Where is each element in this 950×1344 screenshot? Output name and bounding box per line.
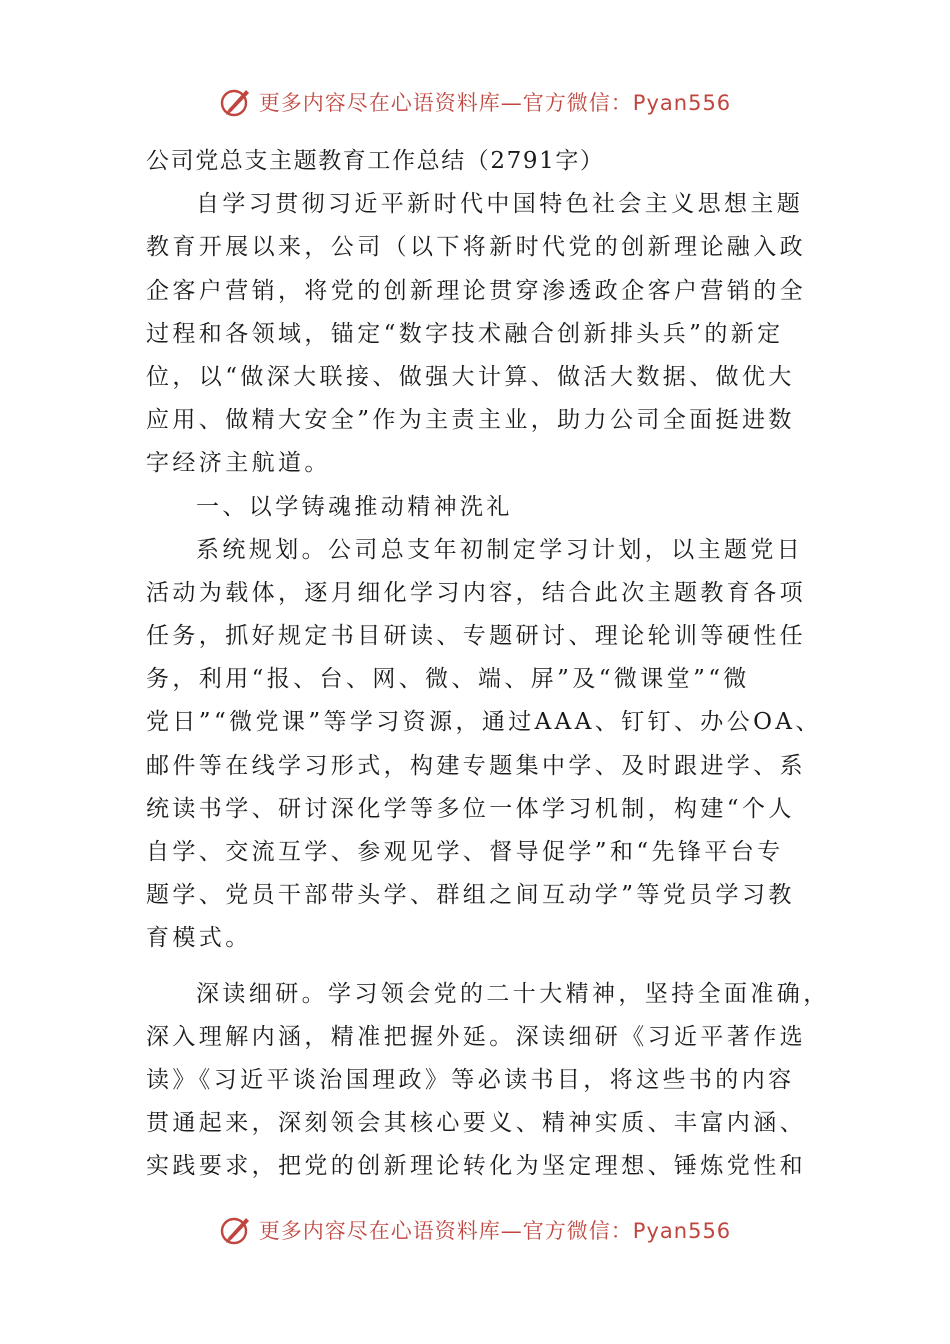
paragraph-line: 深入理解内涵，精准把握外延。深读细研《习近平著作选 xyxy=(146,1023,806,1050)
paragraph-line: 教育开展以来，公司（以下将新时代党的创新理论融入政 xyxy=(146,234,806,261)
watermark-text: 更多内容尽在心语资料库—官方微信：Pyan556 xyxy=(258,1219,732,1243)
paragraph-line: 实践要求，把党的创新理论转化为坚定理想、锤炼党性和 xyxy=(146,1153,806,1180)
paragraph-line: 深读细研。学习领会党的二十大精神，坚持全面准确， xyxy=(196,980,830,1007)
paragraph-line: 读》《习近平谈治国理政》等必读书目，将这些书的内容 xyxy=(146,1066,795,1093)
section-heading: 一、以学铸魂推动精神洗礼 xyxy=(196,493,513,520)
paragraph-line: 过程和各领域，锚定“数字技术融合创新排头兵”的新定 xyxy=(146,320,784,347)
paragraph-line: 位，以“做深大联接、做强大计算、做活大数据、做优大 xyxy=(146,363,795,390)
paragraph-line: 应用、做精大安全”作为主责主业，助力公司全面挺进数 xyxy=(146,407,795,434)
paragraph-line: 系统规划。公司总支年初制定学习计划，以主题党日 xyxy=(196,536,804,563)
header-watermark xyxy=(0,82,950,122)
paragraph-line: 题学、党员干部带头学、群组之间互动学”等党员学习教 xyxy=(146,882,795,909)
pen-circle-logo-icon xyxy=(219,1213,253,1247)
paragraph-line: 党日”“微党课”等学习资源，通过AAA、钉钉、办公OA、 xyxy=(146,709,822,736)
paragraph-line: 务，利用“报、台、网、微、端、屏”及“微课堂”“微 xyxy=(146,666,750,693)
paragraph-gap xyxy=(146,961,810,973)
pen-circle-logo-icon xyxy=(219,85,253,119)
paragraph-line: 邮件等在线学习形式，构建专题集中学、及时跟进学、系 xyxy=(146,752,806,779)
footer-watermark xyxy=(0,1210,950,1250)
paragraph-line: 自学、交流互学、参观见学、督导促学”和“先锋平台专 xyxy=(146,839,784,865)
paragraph-line: 育模式。 xyxy=(146,925,252,952)
paragraph-line: 统读书学、研讨深化学等多位一体学习机制，构建“个人 xyxy=(146,795,795,822)
document-title: 公司党总支主题教育工作总结（2791字） xyxy=(146,148,605,174)
paragraph-line: 贯通起来，深刻领会其核心要义、精神实质、丰富内涵、 xyxy=(146,1110,806,1137)
paragraph-line: 字经济主航道。 xyxy=(146,450,331,477)
paragraph-line: 企客户营销，将党的创新理论贯穿渗透政企客户营销的全 xyxy=(146,277,806,304)
paragraph-line: 活动为载体，逐月细化学习内容，结合此次主题教育各项 xyxy=(146,579,806,606)
paragraph-line: 任务，抓好规定书目研读、专题研讨、理论轮训等硬性任 xyxy=(146,623,806,650)
document-body xyxy=(146,140,830,1189)
paragraph-line: 自学习贯彻习近平新时代中国特色社会主义思想主题 xyxy=(196,191,804,218)
watermark-text: 更多内容尽在心语资料库—官方微信：Pyan556 xyxy=(258,91,732,115)
